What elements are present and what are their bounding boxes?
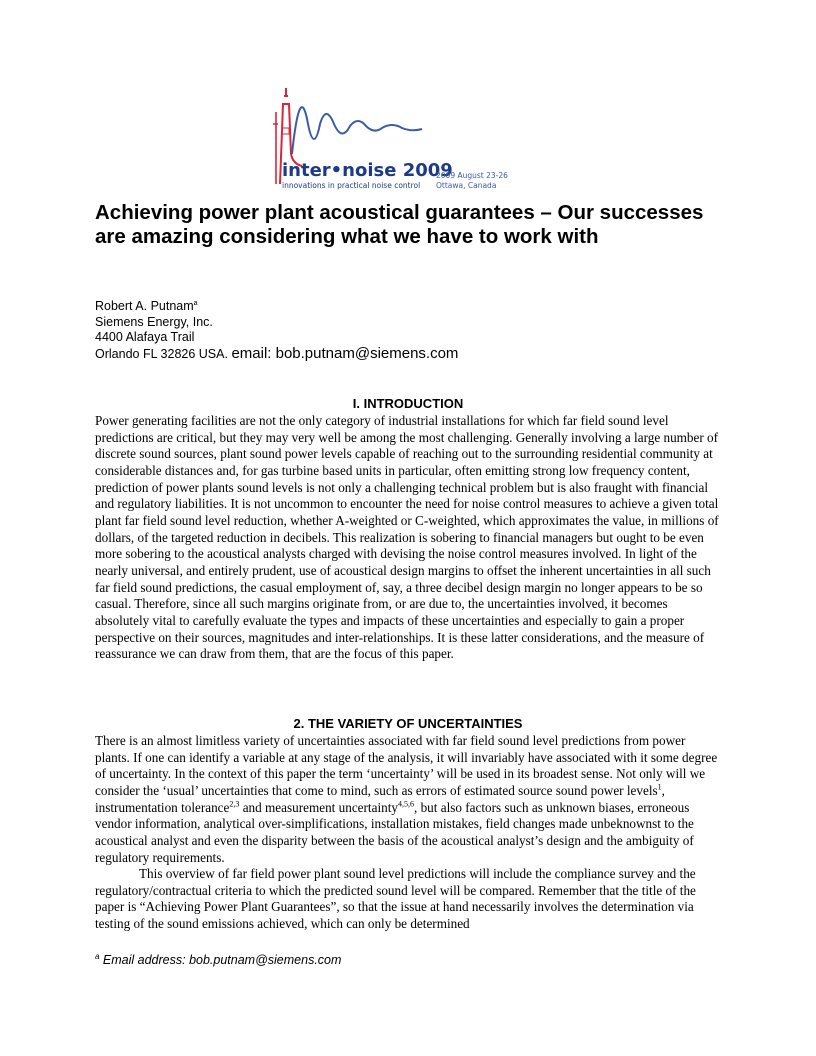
reference-mark: 1 bbox=[657, 782, 662, 792]
paper-title: Achieving power plant acoustical guarantees – Our successes are amazing considering what we have to work with bbox=[95, 201, 704, 248]
affiliation-mark: a bbox=[193, 300, 198, 307]
author-email: email: bob.putnam@siemens.com bbox=[231, 344, 459, 362]
conference-logo bbox=[262, 84, 522, 194]
sound-wave-icon bbox=[292, 107, 422, 154]
logo-date: 2009 August 23-26 bbox=[436, 171, 508, 180]
logo-location: Ottawa, Canada bbox=[436, 181, 497, 190]
author-block bbox=[95, 296, 735, 362]
logo-tagline: innovations in practical noise control bbox=[282, 181, 421, 190]
author-city-line bbox=[95, 346, 735, 363]
footnote bbox=[95, 952, 695, 967]
reference-mark: 4,5,6 bbox=[397, 799, 414, 809]
uncertainties-paragraph-1: There is an almost limitless variety of uncertainties associated with far field sound level predictions from power plants. If one can identify a variable at any stage of the analysis, it will invariably have associated with it some degree of uncertainty. In the context of this paper the term ‘uncertainty’ will be used in its broadest sense. Not only will we consider the ‘usual’ uncertainties that come to mind, such as errors of estimated source sound power levels$^1$, instrumentation tolerance$^{2,3}$ and measurement uncertainty$^{4,5,6}$, but also factors such as unknown biases, erroneous vendor information, analytical over-simplifications, installation mistakes, field changes made unbeknownst to the acoustical analyst and even the disparity between the basis of the acoustical analyst’s design and the ambiguity of regulatory requirements. bbox=[95, 733, 718, 865]
author-name-line bbox=[95, 296, 735, 315]
author-name: Robert A. Putnam bbox=[95, 299, 194, 314]
uncertainties-paragraph-2: This overview of far field power plant sound level predictions will include the compliance survey and the regulatory/contractual criteria to which the predicted sound level will be compared. Remember that the title of the paper is “Achieving Power Plant Guarantees”, so that the issue at hand necessarily involves the determination via testing of the sound emissions achieved, which can only be determined bbox=[95, 866, 696, 931]
author-org: Siemens Energy, Inc. bbox=[95, 314, 213, 329]
author-city: Orlando FL 32826 USA. bbox=[95, 346, 228, 361]
logo-date-location bbox=[436, 171, 508, 191]
author-street: 4400 Alafaya Trail bbox=[95, 330, 195, 345]
section-heading-introduction: I. INTRODUCTION bbox=[352, 396, 464, 411]
introduction-paragraph: Power generating facilities are not the only category of industrial installations for which far field sound level predictions are critical, but they may very well be among the most challenging. Generally involving a large number of discrete sound sources, plant sound power levels capable of reaching out to the surrounding residential community at considerable distances and, for gas turbine based units in particular, often emitting strong low frequency content, prediction of power plants sound levels is not only a challenging technical problem but is also fraught with financial and regulatory liabilities. It is not uncommon to encounter the need for noise control measures to achieve a given total plant far field sound level reduction, whether A-weighted or C-weighted, which approximates the value, in millions of dollars, of the targeted reduction in decibels. This realization is sobering to financial managers but ought to be even more sobering to the acoustical analysts charged with devising the noise control measures involved. In light of the nearly universal, and entirely prudent, use of acoustical design margins to offset the inherent uncertainties in all such far field sound predictions, the casual employment of, say, a three decibel design margin no longer appears to be so casual. Therefore, since all such margins originate from, or are due to, the uncertainties involved, it becomes absolutely vital to carefully evaluate the types and impacts of these uncertainties and especially to gain a proper perspective on their sources, magnitudes and inter-relationships. It is these latter considerations, and the measure of reassurance we can draw from them, that are the focus of this paper. bbox=[95, 413, 719, 662]
reference-mark: 2,3 bbox=[229, 799, 240, 809]
logo-wordmark: inter•noise 2009 bbox=[282, 160, 453, 181]
footnote-mark: a bbox=[95, 952, 100, 961]
footnote-text: Email address: bob.putnam@siemens.com bbox=[99, 953, 342, 968]
section-heading-uncertainties: 2. THE VARIETY OF UNCERTAINTIES bbox=[293, 716, 523, 731]
